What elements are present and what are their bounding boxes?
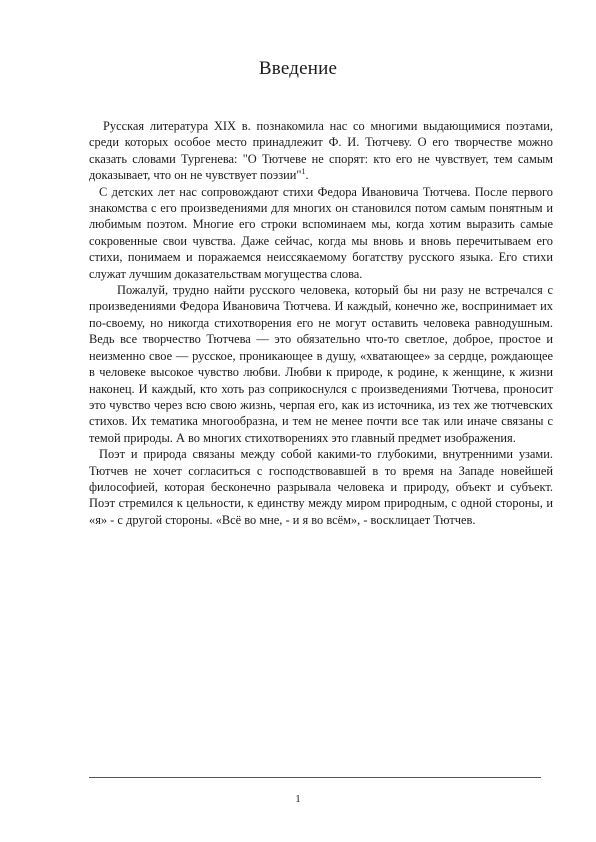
paragraph-2: С детских лет нас сопровождают стихи Федора Ивановича Тютчева. После первого знакомства с его произведениями для многих он становился потом самым понятным и любимым поэтом. Многие его строки вспоминаем мы, когда хотим выразить самые сокровенные свои чувства. Даже сейчас, когда мы вновь и вновь перечитываем его стихи, понимаем и поражаемся неиссякаемому богатству русского языка. Его стихи служат лучшим доказательствам могущества слова. (89, 184, 553, 281)
paragraph-3: Пожалуй, трудно найти русского человека, который бы ни разу не встречался с произведениями Федора Ивановича Тютчева. И каждый, конечно же, воспринимает их по-своему, но никогда стихотворения его не могут оставить человека равнодушным. Ведь все творчество Тютчева — это обязательно что-то светлое, доброе, простое и неизменно свое — русское, проникающее в душу, «хватающее» за сердце, рождающее в человеке высокое чувство любви. Любви к природе, к родине, к женщине, к жизни наконец. И каждый, кто хоть раз соприкоснулся с произведениями Тютчева, проносит это чувство через всю свою жизнь, черпая его, как из источника, из тех же тютчевских стихов. Их тематика многообразна, и тем не менее почти все так или иначе связаны с темой природы. А во многих стихотворениях это главный предмет изображения. (89, 283, 553, 445)
page-number: 1 (295, 793, 301, 805)
footer-divider (89, 777, 541, 778)
body-text (89, 118, 553, 528)
paragraph-1-text: Русская литература XIX в. познакомила нас со многими выдающимися поэтами, среди которых особое место принадлежит Ф. И. Тютчеву. О его творчестве можно сказать словами Тургенева: "О Тютчеве не спорят: кто его не чувствует, тем самым доказывает, что он не чувствует поэзии" (89, 119, 553, 183)
paragraph-1-tail: . (305, 168, 309, 183)
footnote-marker[interactable]: 1 (301, 167, 306, 177)
page-title: Введение (258, 58, 338, 79)
paragraph-4: Поэт и природа связаны между собой какими-то глубокими, внутренними узами. Тютчев не хочет согласиться с господствовавшей в то время на Западе новейшей философией, которая бесконечно разрывала человека и природу, объект и субъект. Поэт стремился к цельности, к единству между миром природным, с одной стороны, и «я» - с другой стороны. «Всё во мне, - и я во всём», - восклицает Тютчев. (89, 447, 553, 527)
paragraph-1 (89, 118, 553, 184)
